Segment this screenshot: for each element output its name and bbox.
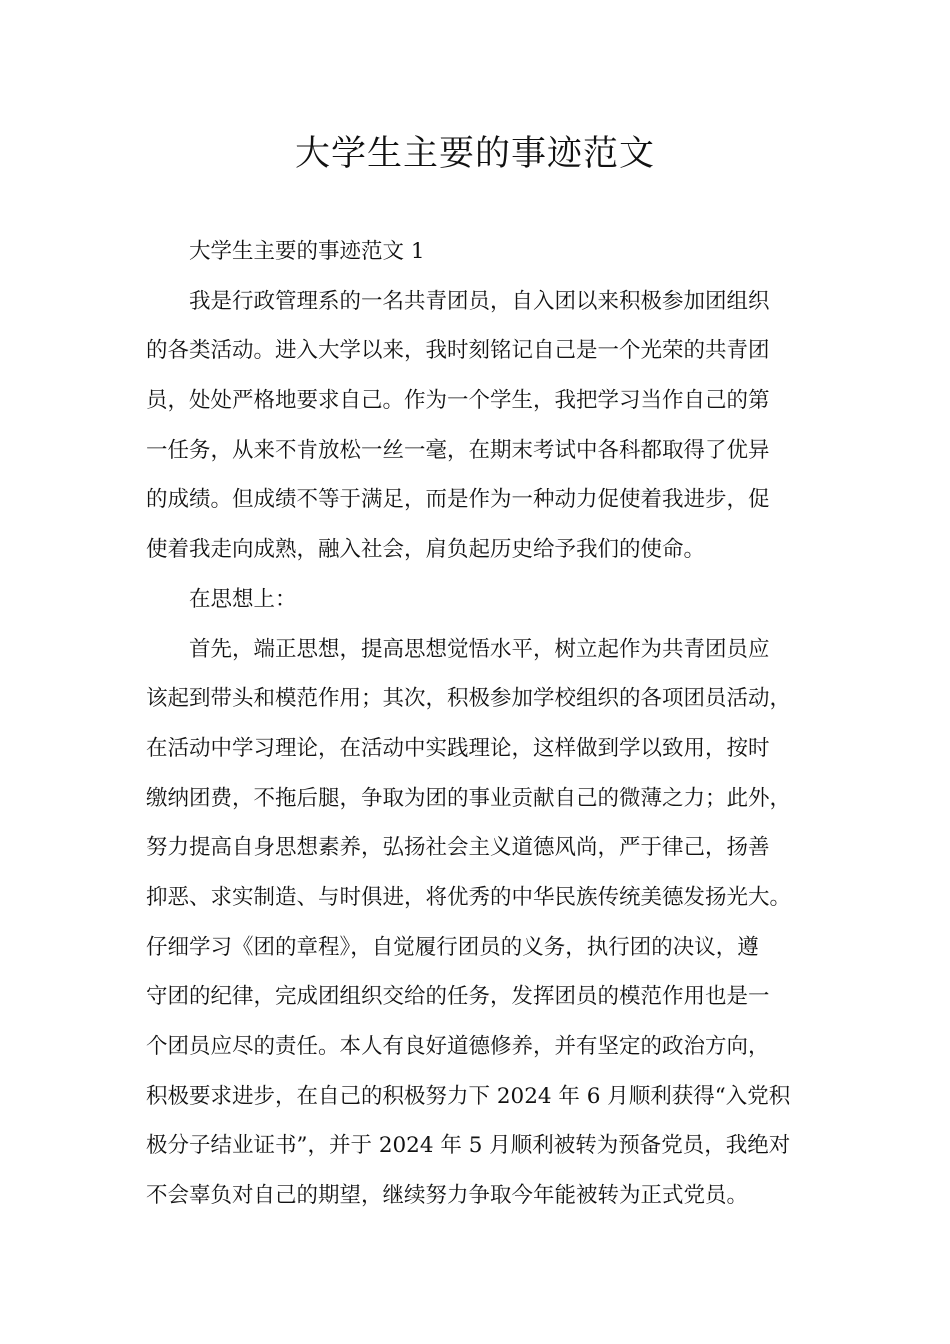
text-line: 个团员应尽的责任。本人有良好道德修养，并有坚定的政治方向， <box>146 1034 770 1059</box>
text-line: 该起到带头和模范作用；其次，积极参加学校组织的各项团员活动， <box>146 686 792 712</box>
text-line: 我是行政管理系的一名共青团员，自入团以来积极参加团组织 <box>189 288 770 314</box>
text-line: 首先，端正思想，提高思想觉悟水平，树立起作为共青团员应 <box>189 636 770 662</box>
text-line: 一任务，从来不肯放松一丝一毫，在期末考试中各科都取得了优异 <box>146 437 770 463</box>
text-line: 员，处处严格地要求自己。作为一个学生，我把学习当作自己的第 <box>146 388 770 414</box>
text-line: 的成绩。但成绩不等于满足，而是作为一种动力促使着我进步，促 <box>146 487 770 513</box>
text-line: 在思想上： <box>189 586 297 612</box>
text-line: 积极要求进步，在自己的积极努力下 2024 年 6 月顺利获得“入党积 <box>146 1083 791 1109</box>
document-title: 大学生主要的事迹范文 <box>294 134 655 174</box>
text-line: 守团的纪律，完成团组织交给的任务，发挥团员的模范作用也是一 <box>146 984 770 1010</box>
text-line: 大学生主要的事迹范文 1 <box>189 239 425 264</box>
text-line: 在活动中学习理论，在活动中实践理论，这样做到学以致用，按时 <box>146 735 770 761</box>
text-line: 不会辜负对自己的期望，继续努力争取今年能被转为正式党员。 <box>146 1183 749 1209</box>
text-line: 仔细学习《团的章程》，自觉履行团员的义务，执行团的决议，遵 <box>146 934 759 960</box>
document-body <box>146 227 822 1221</box>
text-line: 抑恶、求实制造、与时俱进，将优秀的中华民族传统美德发扬光大。 <box>146 884 792 910</box>
text-line: 的各类活动。进入大学以来，我时刻铭记自己是一个光荣的共青团 <box>146 338 770 364</box>
text-line: 缴纳团费，不拖后腿，争取为团的事业贡献自己的微薄之力；此外， <box>146 785 792 811</box>
text-line: 使着我走向成熟，融入社会，肩负起历史给予我们的使命。 <box>146 537 706 563</box>
text-line: 努力提高自身思想素养，弘扬社会主义道德风尚，严于律己，扬善 <box>146 835 770 861</box>
text-line: 极分子结业证书”，并于 2024 年 5 月顺利被转为预备党员，我绝对 <box>146 1133 791 1159</box>
